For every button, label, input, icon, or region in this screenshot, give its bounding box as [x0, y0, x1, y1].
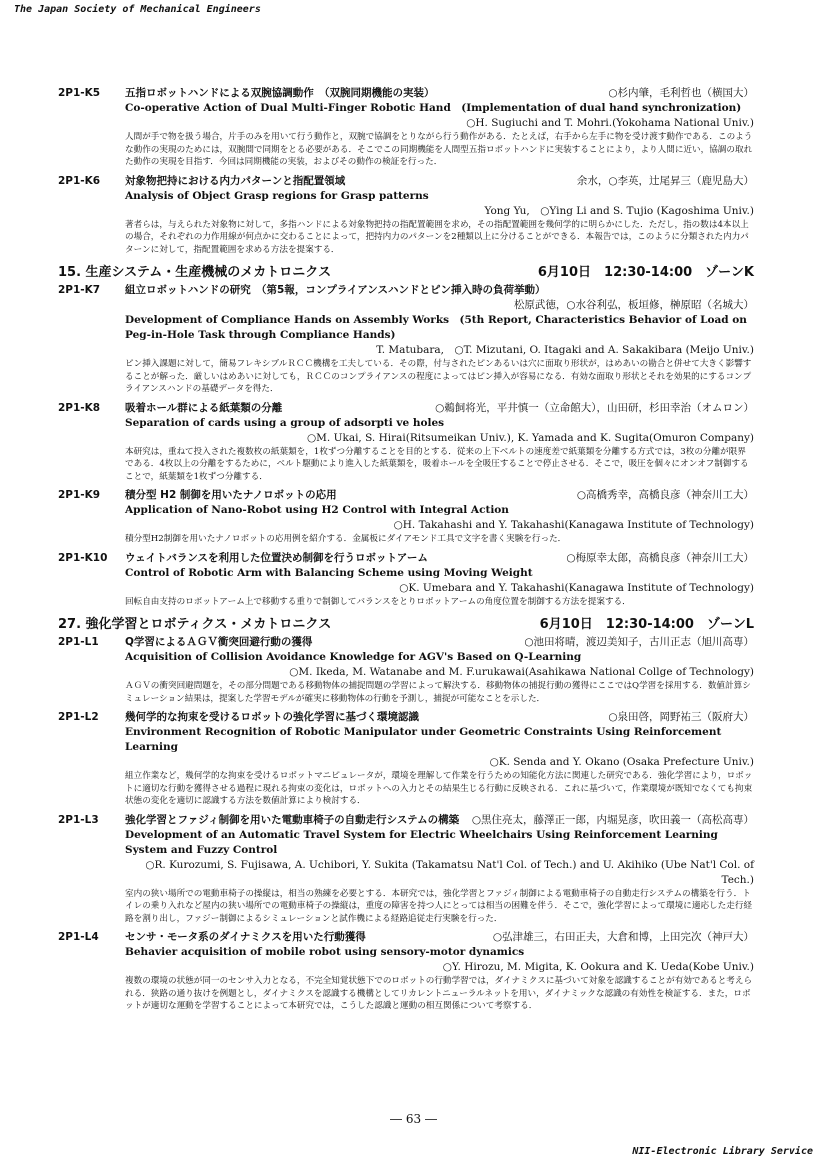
paper-body: [125, 930, 754, 1013]
english-title: Co-operative Action of Dual Multi-Finger Robotic Hand (Implementation of dual hand synchronization): [125, 102, 742, 114]
japanese-authors: 松原武徳，○水谷利弘，板垣修，榊原昭（名城大）: [513, 299, 754, 311]
paper-body: [125, 86, 754, 169]
english-authors: T. Matubara, ○T. Mizutani, O. Itagaki and A. Sakakibara (Meijo Univ.): [376, 344, 754, 356]
japanese-title-line: [125, 710, 754, 725]
paper-body: [125, 635, 754, 705]
abstract-text: ピン挿入課題に対して，簡易フレキシブルＲＣＣ機構を工夫している．その際，付与されたピンあるいは穴に面取り形状が，はめあいの勘合と併せて大きく影響することが解った．厳しいはめあいに対しても，ＲＣＣのコンプライアンスの程度によってはピン挿入が容易になる．有効な面取り形状とそれを効果的にするコンプライアンスハンドの基礎データを得た．: [125, 359, 752, 394]
abstract-text: 積分型H2制御を用いたナノロボットの応用例を紹介する．金属板にダイアモンド工具で文字を書く実験を行った．: [125, 534, 567, 544]
japanese-title-line: [125, 551, 754, 566]
japanese-title-line: [125, 86, 754, 101]
abstract-text: 室内の狭い場所での電動車椅子の操縦は，相当の熟練を必要とする．本研究では，強化学習とファジィ制御による電動車椅子の自動走行システムの構築を行う．トイレの乗り入れなど屋内の狭い場所での電動車椅子の操縦は，重度の障害を持つ人にとっては相当の困難を伴う．そこで，強化学習によって環境に適応した走行経路を割り出し，ファジー制御によるシミュレーションと試作機による経路追従走行実験を行った．: [125, 888, 753, 924]
japanese-title-line: [125, 930, 754, 945]
japanese-title-line: [125, 401, 754, 416]
japanese-authors: 余水，○李英，辻尾昇三（鹿児島大）: [576, 174, 754, 187]
paper-entry: [58, 635, 754, 705]
abstract-text: ＡＧＶの衝突回避問題を，その部分問題である移動物体の捕捉問題の学習によって解決する．移動物体の捕捉行動の獲得にここではQ学習を採用する．数値計算シミュレーション結果は，提案した学習モデルが確実に移動物体の行動を予測し，捕捉が可能なことを示した．: [125, 681, 751, 704]
english-title: Environment Recognition of Robotic Manipulator under Geometric Constraints Using Reinforcement Learning: [125, 726, 722, 753]
japanese-authors: ○泉田啓，岡野祐三（阪府大）: [608, 711, 754, 723]
section-title: 27. 強化学習とロボティクス・メカトロニクス: [58, 617, 332, 632]
paper-entry: [58, 401, 754, 484]
section-title: 15. 生産システム・生産機械のメカトロニクス: [58, 265, 332, 280]
english-authors: ○M. Ikeda, M. Watanabe and M. F.urukawai(Asahikawa National Collge of Technology): [289, 666, 754, 678]
society-header: The Japan Society of Mechanical Engineers: [14, 4, 261, 15]
paper-id: 2P1-L4: [58, 931, 99, 943]
program-section: [58, 86, 754, 256]
japanese-title: 組立ロボットハンドの研究 （第5報，コンプライアンスハンドとピン挿入時の負荷挙動）: [125, 284, 546, 296]
japanese-title: 五指ロボットハンドによる双腕協調動作 （双腕同期機能の実装）: [125, 87, 435, 99]
japanese-title-line: [125, 174, 754, 189]
japanese-title: 強化学習とファジィ制御を用いた電動車椅子の自動走行システムの構築: [125, 813, 460, 826]
paper-id: 2P1-K6: [58, 174, 101, 187]
section-schedule: 6月10日 12:30-14:00 ゾーンK: [537, 265, 754, 280]
japanese-title: 吸着ホール群による紙葉類の分離: [125, 401, 283, 414]
paper-body: [125, 283, 754, 396]
paper-entry: [58, 813, 754, 926]
english-title: Behavier acquisition of mobile robot using sensory-motor dynamics: [125, 946, 525, 958]
abstract-text: 人間が手で物を扱う場合，片手のみを用いて行う動作と，双腕で協調をとりながら行う動作がある．たとえば，右手から左手に物を受け渡す動作である．このような動作の実現のためには，双腕間で同期をとる必要がある．そこでこの同期機能を人間型五指ロボットハンドに実装することにより，より人間に近い，協調の取れた動作の実現を目指す．今回は同期機能の実装，およびその動作の検証を行った．: [125, 132, 753, 167]
paper-body: [125, 174, 754, 257]
paper-id: 2P1-K10: [58, 551, 108, 564]
english-title: Development of an Automatic Travel System for Electric Wheelchairs Using Reinforcement Learning System and Fuzzy Control: [125, 828, 718, 856]
english-authors: ○H. Sugiuchi and T. Mohri.(Yokohama National Univ.): [466, 117, 754, 129]
japanese-title-line: [125, 488, 754, 503]
abstract-text: 著者らは，与えられた対象物に対して，多指ハンドによる対象物把持の指配置範囲を求め，その指配置範囲を幾何学的に明らかにした．ただし，指の数は4本以上の場合，それぞれの力作用線が何点かに交わることによって，把持内力のパターンを2種類以上に分けることができる．本報告では，このように分類された内力パターンに対して，指配置範囲を求める方法を提案する．: [125, 219, 749, 255]
paper-entry: [58, 930, 754, 1013]
english-authors: Yong Yu, ○Ying Li and S. Tujio (Kagoshima Univ.): [484, 204, 754, 217]
section-header: [58, 261, 754, 280]
paper-body: [125, 710, 754, 808]
paper-id: 2P1-K7: [58, 284, 101, 296]
japanese-authors: ○杉内肇，毛利哲也（横国大）: [608, 87, 754, 99]
japanese-authors: ○鵜飼将光，平井慎一（立命館大），山田研，杉田幸治（オムロン）: [435, 401, 754, 414]
japanese-authors: ○黒住亮太，藤澤正一郎，内堀晃彦，吹田義一（高松高専）: [471, 813, 754, 826]
english-title: Development of Compliance Hands on Assembly Works (5th Report, Characteristics Behavior of Load on Peg-in-Hole Task through Compliance Hands): [125, 314, 747, 341]
japanese-authors: ○池田将晴，渡辺美知子，古川正志（旭川高専）: [524, 636, 754, 648]
paper-entry: [58, 488, 754, 546]
english-title: Analysis of Object Grasp regions for Grasp patterns: [125, 189, 429, 202]
english-authors: ○M. Ukai, S. Hirai(Ritsumeikan Univ.), K. Yamada and K. Sugita(Omuron Company): [307, 431, 754, 444]
paper-body: [125, 401, 754, 484]
paper-body: [125, 551, 754, 609]
paper-id: 2P1-K9: [58, 489, 101, 501]
japanese-title: Q学習によるＡＧＶ衝突回避行動の獲得: [125, 636, 313, 648]
japanese-authors: ○弘津雄三，右田正夫，大倉和博，上田完次（神戸大）: [492, 931, 754, 943]
english-title: Application of Nano-Robot using H2 Control with Integral Action: [125, 504, 509, 516]
abstract-text: 本研究は，重ねて投入された複数枚の紙葉類を，1枚ずつ分離することを目的とする．従来の上下ベルトの速度差で紙葉類を分離する方式では，3枚の分離が限界である．4枚以上の分離をするために，ベルト駆動により進入した紙葉類を，吸着ホールを全吸圧することで停止させる．そこで，吸圧を個々にオンオフ制御することで，紙葉類を1枚ずつ分離する．: [125, 446, 749, 482]
program-section: [58, 261, 754, 608]
english-authors: ○K. Umebara and Y. Takahashi(Kanagawa Institute of Technology): [399, 581, 754, 594]
japanese-title-line: [125, 283, 754, 313]
english-title: Separation of cards using a group of adsorpti ve holes: [125, 416, 445, 429]
japanese-title: ウェイトバランスを利用した位置決め制御を行うロボットアーム: [125, 551, 428, 564]
japanese-title: 対象物把持における内力パターンと指配置領域: [125, 174, 346, 187]
japanese-title: センサ・モータ系のダイナミクスを用いた行動獲得: [125, 931, 366, 943]
japanese-authors: ○梅原幸太郎，高橋良彦（神奈川工大）: [566, 551, 754, 564]
paper-entry: [58, 710, 754, 808]
japanese-title-line: [125, 813, 754, 828]
english-title: Acquisition of Collision Avoidance Knowledge for AGV's Based on Q-Learning: [125, 651, 582, 663]
japanese-authors: ○高橋秀幸，高橋良彦（神奈川工大）: [576, 489, 754, 501]
paper-id: 2P1-K5: [58, 87, 101, 99]
page-number: ― 63 ―: [390, 1112, 437, 1126]
english-authors: ○K. Senda and Y. Okano (Osaka Prefecture Univ.): [489, 756, 754, 768]
paper-entry: [58, 551, 754, 609]
program-section: [58, 613, 754, 1013]
paper-id: 2P1-K8: [58, 401, 101, 414]
japanese-title-line: [125, 635, 754, 650]
paper-entry: [58, 283, 754, 396]
japanese-title: 積分型 H2 制御を用いたナノロボットの応用: [125, 489, 337, 501]
paper-id: 2P1-L2: [58, 711, 99, 723]
paper-entry: [58, 174, 754, 257]
abstract-text: 組立作業など，幾何学的な拘束を受けるロボットマニピュレータが，環境を理解して作業を行うための知能化方法に関連した研究である．強化学習により，ロボットに適切な行動を獲得させる過程に現れる拘束の変化は，ロボットへの入力とその結果生じる行動に反映される．これに基づいて，作業環境が既知でなくても拘束状態の変化を適切に認識する方法を数値計算により検討する．: [125, 771, 753, 806]
english-authors: ○R. Kurozumi, S. Fujisawa, A. Uchibori, Y. Sukita (Takamatsu Nat'l Col. of Tech.) and U. Akihiko (Ube Nat'l Col. of Tech.): [145, 858, 754, 886]
paper-body: [125, 488, 754, 546]
english-authors: ○H. Takahashi and Y. Takahashi(Kanagawa Institute of Technology): [393, 519, 754, 531]
library-footer: NII-Electronic Library Service: [632, 1146, 813, 1157]
abstract-text: 回転自由支持のロボットアーム上で移動する重りで制御してバランスをとりロボットアームの角度位置を制御する方法を提案する．: [125, 596, 631, 607]
section-header: [58, 613, 754, 632]
program-listing: [58, 86, 754, 1018]
english-title: Control of Robotic Arm with Balancing Scheme using Moving Weight: [125, 566, 533, 579]
paper-id: 2P1-L1: [58, 636, 99, 648]
paper-entry: [58, 86, 754, 169]
english-authors: ○Y. Hirozu, M. Migita, K. Ookura and K. Ueda(Kobe Univ.): [442, 961, 754, 973]
paper-id: 2P1-L3: [58, 813, 99, 826]
abstract-text: 複数の環境の状態が同一のセンサ入力となる，不完全知覚状態下でのロボットの行動学習では，ダイナミクスに基づいて対象を認識することが有効であると考えられる．狭路の通り抜けを例題とし，ダイナミクスを認識する機構としてリカレントニューラルネットを用い，ダイナミックな認識の有効性を検証する．また，ロボットが適切な運動を学習することによって本研究では，こうした認識と運動の相互関係について考察する．: [125, 976, 753, 1011]
section-schedule: 6月10日 12:30-14:00 ゾーンL: [539, 617, 754, 632]
paper-body: [125, 813, 754, 926]
japanese-title: 幾何学的な拘束を受けるロボットの強化学習に基づく環境認識: [125, 711, 419, 723]
